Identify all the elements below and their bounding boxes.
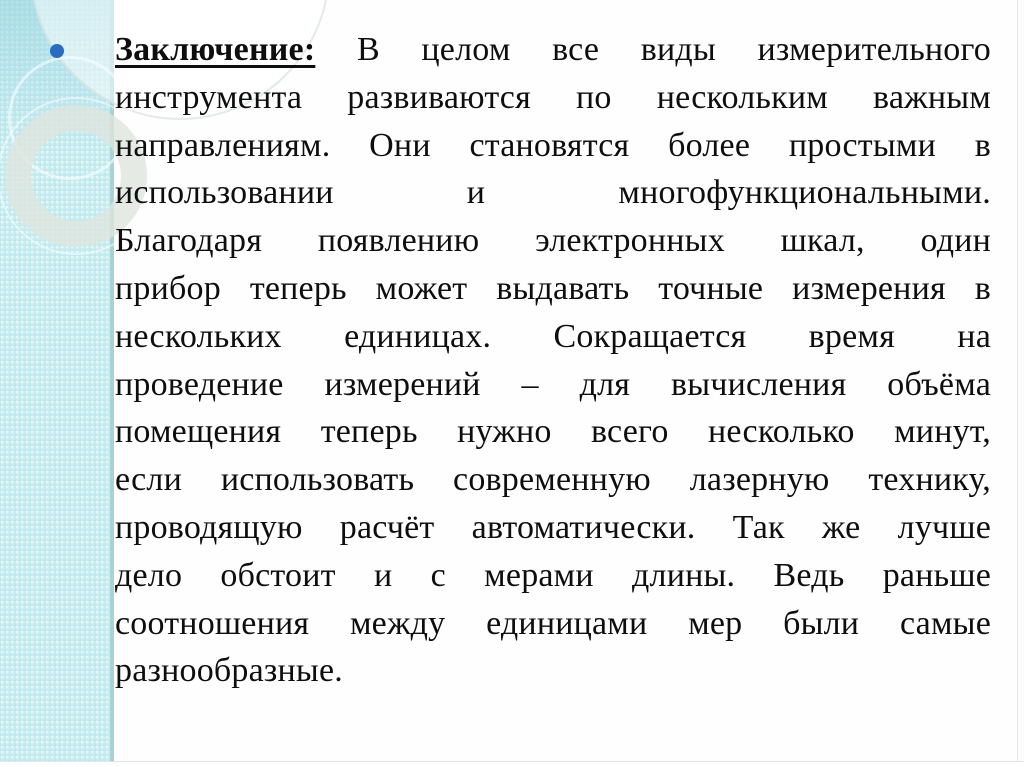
text-line: использовании и многофункциональными.	[115, 174, 991, 212]
conclusion-heading: Заключение:	[115, 31, 316, 68]
text-line: нескольких единицах. Сокращается время на	[115, 317, 991, 355]
text-line: помещения теперь нужно всего несколько минут,	[115, 413, 991, 451]
text-line: проводящую расчёт автоматически. Так же лучше	[115, 508, 991, 546]
slide-right-edge	[1017, 0, 1024, 761]
text-line	[115, 26, 991, 74]
bullet-icon	[50, 44, 64, 58]
text-line: направлениям. Они становятся более простыми в	[115, 126, 991, 164]
text-line: инструмента развиваются по нескольким важным	[115, 78, 991, 116]
text-line: соотношения между единицами мер были самые	[115, 604, 991, 642]
slide-bottom-edge	[0, 761, 1024, 767]
text-line: если использовать современную лазерную технику,	[115, 461, 991, 499]
text-line: Благодаря появлению электронных шкал, один	[115, 222, 991, 260]
text-line: прибор теперь может выдавать точные измерения в	[115, 269, 991, 307]
text-line: дело обстоит и с мерами длины. Ведь раньше	[115, 556, 991, 594]
conclusion-paragraph	[115, 26, 991, 695]
text-line: проведение измерений – для вычисления объёма	[115, 365, 991, 403]
text-line: разнообразные.	[115, 652, 343, 690]
text-line-content: В целом все виды измерительного	[356, 31, 991, 68]
